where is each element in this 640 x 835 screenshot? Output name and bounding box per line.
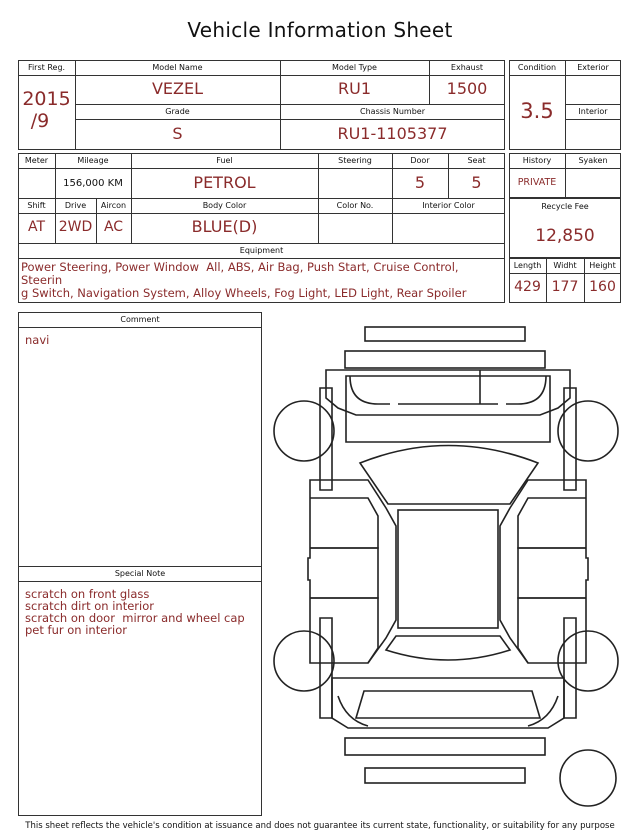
door-value: 5 (414, 173, 426, 192)
left-front-fender (320, 388, 332, 490)
equipment-label: Equipment (239, 246, 284, 255)
steering-label: Steering (338, 156, 372, 165)
meter-label: Meter (24, 156, 49, 165)
right-rear-fender (564, 618, 576, 718)
grade-label: Grade (165, 107, 190, 116)
condition-label: Condition (517, 63, 557, 72)
history-label: History (522, 156, 552, 165)
left-front-door-window (310, 498, 378, 548)
drive-value: 2WD (58, 219, 93, 235)
seat-label: Seat (467, 156, 486, 165)
special-note-value: scratch on front glass scratch dirt on interior scratch on door mirror and wheel cap pet fur on interior (25, 587, 245, 637)
height-label: Height (589, 261, 616, 270)
seat-value: 5 (471, 173, 482, 192)
exhaust-value: 1500 (446, 79, 488, 98)
condition-value: 3.5 (520, 99, 554, 123)
front-bumper-lower (345, 351, 545, 368)
aircon-value: AC (103, 219, 124, 235)
length-value: 429 (514, 279, 541, 295)
aircon-label: Aircon (100, 201, 127, 210)
roof-panel (398, 510, 498, 628)
rear-left-wheel (274, 631, 334, 691)
interior-label: Interior (578, 107, 608, 116)
comment-box (18, 312, 262, 816)
front-right-headlight (506, 376, 546, 404)
model-name-value: VEZEL (151, 79, 204, 98)
grade-value: S (172, 124, 183, 143)
drive-label: Drive (64, 201, 87, 210)
width-value: 177 (551, 279, 579, 295)
shift-value: AT (27, 219, 46, 235)
windshield (360, 446, 538, 505)
fuel-label: Fuel (216, 156, 233, 165)
right-front-door-window (518, 498, 586, 548)
right-body-side (500, 480, 588, 663)
car-damage-diagram (268, 318, 628, 818)
rear-body-outline (332, 678, 564, 728)
right-front-fender (564, 388, 576, 490)
page-title: Vehicle Information Sheet (187, 18, 453, 42)
model-name-label: Model Name (152, 63, 203, 72)
left-rear-fender (320, 618, 332, 718)
model-type-label: Model Type (332, 63, 377, 72)
special-note-label: Special Note (114, 569, 166, 578)
first-reg-year: 2015 (22, 88, 71, 110)
recycle-fee-label: Recycle Fee (541, 202, 589, 211)
disclaimer-footer: This sheet reflects the vehicle's condition at issuance and does not guarantee its current state, functionality, or suitability for any purpose (25, 821, 615, 831)
trunk-lid (356, 691, 540, 718)
comment-label: Comment (120, 315, 160, 324)
mileage-value: 156,000 KM (63, 178, 123, 189)
fuel-value: PETROL (193, 173, 256, 192)
rear-right-lamp (528, 696, 558, 726)
spare-tire (560, 750, 616, 806)
shift-label: Shift (27, 201, 46, 210)
equipment-value: Power Steering, Power Window All, ABS, Air Bag, Push Start, Cruise Control, Steerin g Switch, Navigation System, Alloy Wheels, Fog Light, LED Light, Rear Spoiler (21, 260, 467, 300)
chassis-number-label: Chassis Number (360, 107, 425, 116)
syaken-label: Syaken (578, 156, 608, 165)
first-reg-label: First Reg. (27, 63, 66, 72)
recycle-fee-value: 12,850 (535, 226, 595, 246)
front-right-wheel (558, 401, 618, 461)
rear-left-lamp (338, 696, 368, 726)
door-label: Door (410, 156, 430, 165)
interior-color-label: Interior Color (422, 201, 475, 210)
length-label: Length (513, 261, 542, 270)
left-front-door (310, 548, 378, 598)
first-reg-month: /9 (30, 110, 50, 132)
history-value: PRIVATE (517, 177, 557, 188)
exhaust-label: Exhaust (450, 63, 484, 72)
body-color-value: BLUE(D) (191, 217, 258, 236)
height-value: 160 (589, 279, 616, 295)
right-front-door (518, 548, 586, 598)
hood-panel (346, 376, 550, 442)
front-left-wheel (274, 401, 334, 461)
width-label: Widht (553, 261, 577, 270)
rear-right-wheel (558, 631, 618, 691)
front-left-headlight (350, 376, 390, 404)
body-color-label: Body Color (202, 201, 247, 210)
rear-bumper-upper (345, 738, 545, 755)
exterior-label: Exterior (577, 63, 609, 72)
front-bumper-upper (365, 327, 525, 341)
model-type-value: RU1 (337, 79, 371, 98)
rear-window (386, 636, 510, 660)
color-no-label: Color No. (336, 201, 374, 210)
comment-value: navi (25, 333, 50, 347)
chassis-number-value: RU1-1105377 (337, 124, 448, 143)
rear-bumper-lower (365, 768, 525, 783)
mileage-label: Mileage (77, 156, 109, 165)
